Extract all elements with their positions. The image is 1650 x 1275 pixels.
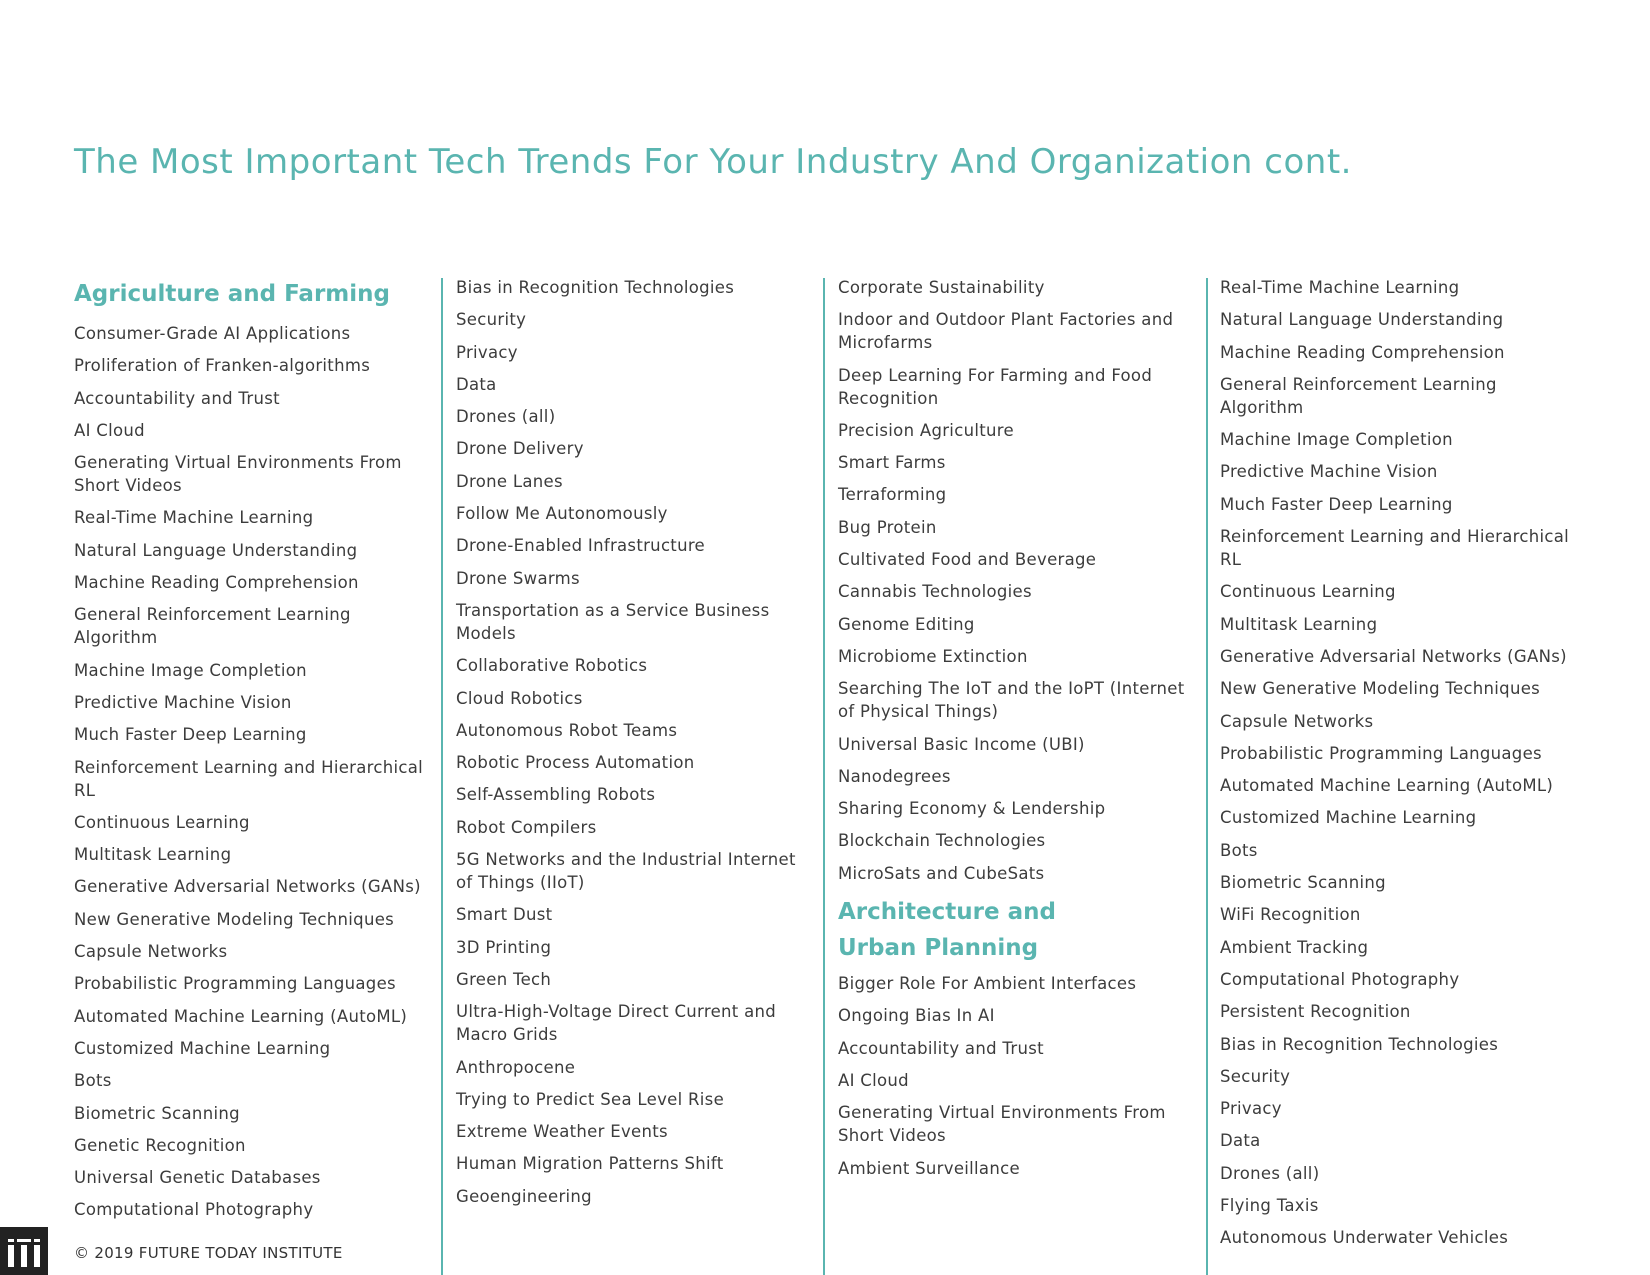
trend-item: 3D Printing (456, 937, 552, 957)
trend-item: Green Tech (456, 969, 552, 989)
trend-item: Bots (1220, 840, 1258, 860)
trend-item: AI Cloud (838, 1070, 909, 1090)
trend-item: Biometric Scanning (1220, 873, 1386, 893)
trend-item: Proliferation of Franken-algorithms (74, 356, 371, 376)
trend-item: Consumer-Grade AI Applications (74, 324, 351, 343)
trend-item: Reinforcement Learning and Hierarchical RL (1220, 527, 1570, 570)
column-2 (456, 276, 806, 1217)
trend-item: Cloud Robotics (456, 688, 583, 708)
trend-item: Drone Lanes (456, 471, 563, 491)
trend-item: Ambient Surveillance (838, 1158, 1020, 1178)
trend-item: Flying Taxis (1220, 1196, 1319, 1216)
trend-item: Extreme Weather Events (456, 1122, 668, 1142)
trend-item: Data (456, 374, 497, 394)
trend-item: Indoor and Outdoor Plant Factories and Microfarms (838, 310, 1174, 353)
trend-item: Natural Language Understanding (74, 540, 358, 560)
trend-item: Machine Image Completion (74, 660, 307, 680)
trend-item: New Generative Modeling Techniques (1220, 679, 1541, 699)
trend-item: Machine Image Completion (1220, 430, 1453, 450)
trend-item: Accountability and Trust (74, 388, 280, 408)
trend-item: Drones (all) (1220, 1163, 1320, 1183)
trend-list (838, 276, 1188, 885)
trend-item: Drone Delivery (456, 439, 584, 459)
trend-item: Security (1220, 1066, 1291, 1086)
trend-item: WiFi Recognition (1220, 905, 1361, 925)
trend-item: Accountability and Trust (838, 1038, 1044, 1058)
trend-item: Predictive Machine Vision (74, 692, 292, 712)
trend-item: Real-Time Machine Learning (1220, 278, 1460, 297)
trend-item: Reinforcement Learning and Hierarchical RL (74, 757, 424, 800)
trend-item: Security (456, 310, 527, 330)
trend-item: Robotic Process Automation (456, 753, 695, 773)
trend-item: Drones (all) (456, 407, 556, 427)
column-3 (838, 276, 1188, 1189)
trend-item: Anthropocene (456, 1057, 576, 1077)
trend-item: Transportation as a Service Business Models (456, 600, 770, 643)
trend-item: Computational Photography (74, 1200, 314, 1220)
trend-item: Continuous Learning (74, 812, 250, 832)
trend-item: 5G Networks and the Industrial Internet of Things (IIoT) (456, 850, 796, 893)
trend-item: Bias in Recognition Technologies (1220, 1034, 1499, 1054)
trend-item: MicroSats and CubeSats (838, 863, 1045, 883)
trend-item: Privacy (456, 342, 518, 362)
trend-item: Follow Me Autonomously (456, 504, 668, 524)
trend-item: Microbiome Extinction (838, 646, 1028, 666)
trend-item: Searching The IoT and the IoPT (Internet of Physical Things) (838, 679, 1185, 722)
trend-list (74, 322, 424, 1221)
trend-item: Self-Assembling Robots (456, 785, 656, 805)
trend-item: Deep Learning For Farming and Food Recognition (838, 365, 1153, 408)
trend-item: Cultivated Food and Beverage (838, 550, 1097, 570)
column-divider (1206, 278, 1208, 1275)
trend-item: Automated Machine Learning (AutoML) (1220, 776, 1554, 796)
trend-item: Continuous Learning (1220, 582, 1396, 602)
trend-item: Multitask Learning (1220, 614, 1378, 634)
trend-item: Multitask Learning (74, 845, 232, 865)
trend-item: New Generative Modeling Techniques (74, 909, 395, 929)
trend-item: Blockchain Technologies (838, 831, 1046, 851)
trend-item: Bots (74, 1071, 112, 1091)
footer-copyright: © 2019 FUTURE TODAY INSTITUTE (74, 1244, 343, 1262)
section-heading-agriculture: Agriculture and Farming (74, 281, 390, 307)
trend-item: Universal Basic Income (UBI) (838, 734, 1085, 754)
trend-item: Universal Genetic Databases (74, 1168, 321, 1188)
heading-line: Architecture and (838, 899, 1056, 926)
trend-item: Drone-Enabled Infrastructure (456, 536, 706, 556)
trend-item: Trying to Predict Sea Level Rise (456, 1089, 725, 1109)
trend-item: Computational Photography (1220, 969, 1460, 989)
trend-item: Ongoing Bias In AI (838, 1006, 995, 1026)
trend-item: Autonomous Robot Teams (456, 720, 678, 740)
trend-item: Probabilistic Programming Languages (1220, 743, 1542, 763)
trend-list (1220, 276, 1570, 1249)
trend-item: Capsule Networks (1220, 711, 1374, 731)
trend-item: Geoengineering (456, 1186, 592, 1206)
trend-item: General Reinforcement Learning Algorithm (1220, 374, 1497, 417)
trend-item: Generating Virtual Environments From Short Videos (838, 1103, 1166, 1146)
fti-logo-icon (0, 1227, 48, 1275)
trend-list (456, 276, 806, 1208)
trend-item: Automated Machine Learning (AutoML) (74, 1006, 408, 1026)
trend-item: Machine Reading Comprehension (74, 573, 359, 593)
trend-item: Drone Swarms (456, 568, 580, 588)
trend-item: Human Migration Patterns Shift (456, 1154, 724, 1174)
trend-item: Probabilistic Programming Languages (74, 974, 396, 994)
trend-item: General Reinforcement Learning Algorithm (74, 605, 351, 648)
trend-item: Much Faster Deep Learning (74, 725, 307, 745)
trend-item: Real-Time Machine Learning (74, 508, 314, 528)
trend-item: Smart Farms (838, 453, 946, 473)
trend-item: Privacy (1220, 1099, 1282, 1119)
trend-item: Much Faster Deep Learning (1220, 494, 1453, 514)
trend-item: Generative Adversarial Networks (GANs) (74, 877, 421, 897)
trend-item: Capsule Networks (74, 942, 228, 962)
column-4 (1220, 276, 1570, 1259)
trend-item: Robot Compilers (456, 817, 597, 837)
trend-item: Bias in Recognition Technologies (456, 278, 735, 297)
trend-item: Genetic Recognition (74, 1135, 246, 1155)
column-divider (441, 278, 443, 1275)
column-1 (74, 276, 424, 1231)
trend-item: Ambient Tracking (1220, 937, 1369, 957)
column-divider (823, 278, 825, 1275)
trend-item: Natural Language Understanding (1220, 310, 1504, 330)
trend-item: Customized Machine Learning (1220, 808, 1477, 828)
trend-item: Bigger Role For Ambient Interfaces (838, 974, 1137, 994)
trend-item: AI Cloud (74, 420, 145, 440)
trend-item: Generative Adversarial Networks (GANs) (1220, 646, 1567, 666)
trend-item: Biometric Scanning (74, 1103, 240, 1123)
trend-item: Machine Reading Comprehension (1220, 342, 1505, 362)
trend-item: Generating Virtual Environments From Short Videos (74, 453, 402, 496)
trend-item: Cannabis Technologies (838, 582, 1032, 602)
trend-item: Sharing Economy & Lendership (838, 799, 1106, 819)
trend-item: Terraforming (838, 485, 947, 505)
heading-line: Urban Planning (838, 935, 1039, 962)
trend-item: Genome Editing (838, 614, 975, 634)
page-title: The Most Important Tech Trends For Your Industry And Organization cont. (74, 142, 1352, 182)
trend-item: Predictive Machine Vision (1220, 462, 1438, 482)
trend-item: Corporate Sustainability (838, 278, 1045, 297)
trend-item: Precision Agriculture (838, 420, 1014, 440)
trend-list (838, 972, 1188, 1179)
trend-item: Persistent Recognition (1220, 1002, 1411, 1022)
trend-item: Ultra-High-Voltage Direct Current and Macro Grids (456, 1002, 777, 1045)
trend-item: Data (1220, 1131, 1261, 1151)
trend-item: Autonomous Underwater Vehicles (1220, 1228, 1509, 1248)
section-heading-architecture (838, 894, 1188, 966)
trend-item: Collaborative Robotics (456, 656, 648, 676)
trend-item: Bug Protein (838, 517, 937, 537)
trend-item: Customized Machine Learning (74, 1038, 331, 1058)
trend-item: Nanodegrees (838, 766, 951, 786)
trend-item: Smart Dust (456, 905, 553, 925)
